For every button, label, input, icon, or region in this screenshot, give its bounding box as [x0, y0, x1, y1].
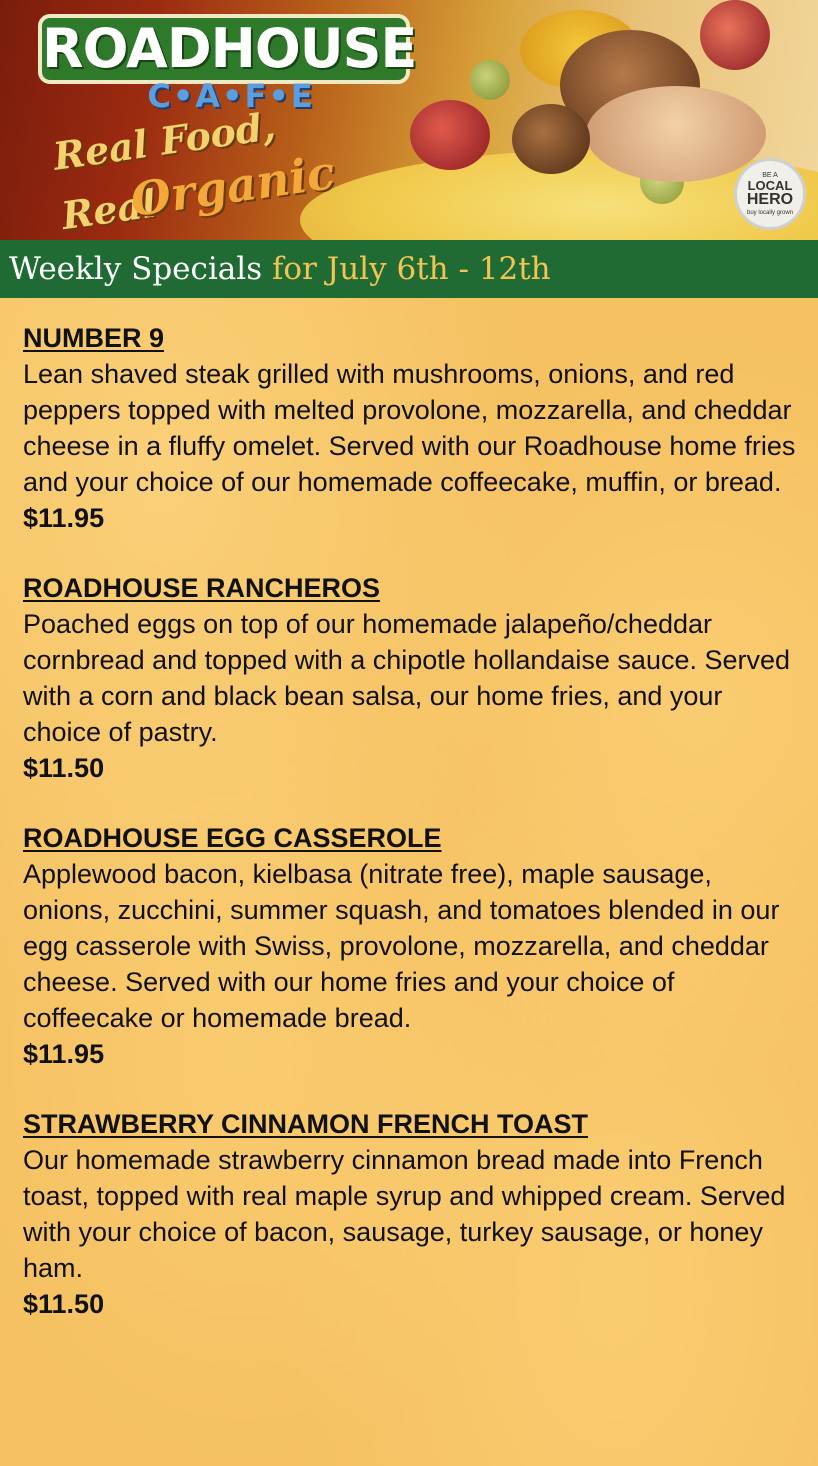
menu-item-title: STRAWBERRY CINNAMON FRENCH TOAST — [23, 1109, 589, 1139]
menu-item-price: $11.50 — [23, 753, 105, 783]
specials-list — [0, 298, 818, 1466]
menu-item — [23, 320, 818, 536]
menu-item-price: $11.95 — [23, 503, 105, 533]
weekly-specials-bar — [0, 240, 818, 298]
logo-cafe: C•A•F•E — [147, 77, 315, 115]
menu-item — [23, 570, 818, 786]
grape-image — [470, 60, 510, 100]
local-hero-badge — [734, 158, 806, 230]
menu-item — [23, 820, 818, 1072]
logo-tagline-line1: Real Food, Real — [50, 103, 278, 239]
menu-item-description: Lean shaved steak grilled with mushrooms, onions, and red peppers topped with melted provolone, mozzarella, and cheddar cheese in a fluffy omelet. Served with our Roadhouse home fries and your choice of our homemade coffeecake, muffin, or bread. — [23, 359, 796, 497]
logo-roadhouse: ROADHOUSE — [38, 14, 410, 84]
menu-item-title: ROADHOUSE EGG CASSEROLE — [23, 823, 442, 853]
menu-item-price: $11.95 — [23, 1039, 105, 1069]
menu-item-title: ROADHOUSE RANCHEROS — [23, 573, 381, 603]
mushroom-image — [512, 104, 590, 174]
header-banner — [0, 0, 818, 240]
fig-image — [700, 0, 770, 70]
fig-image — [410, 100, 490, 170]
menu-item-description: Poached eggs on top of our homemade jalapeño/cheddar cornbread and topped with a chipotle hollandaise sauce. Served with a corn and black bean salsa, our home fries, and your choice of pastry. — [23, 609, 791, 747]
badge-line4: buy locally grown — [746, 210, 794, 216]
weekly-specials-label: Weekly Specials — [9, 251, 263, 287]
mushroom-image — [586, 86, 766, 182]
weekly-specials-dates: for July 6th - 12th — [262, 251, 551, 287]
badge-line1: BE A — [762, 172, 778, 179]
menu-item-description: Our homemade strawberry cinnamon bread made into French toast, topped with real maple syrup and whipped cream. Served with your choice of bacon, sausage, turkey sausage, or honey ham. — [23, 1145, 786, 1283]
menu-item — [23, 1106, 818, 1322]
menu-item-title: NUMBER 9 — [23, 323, 165, 353]
menu-item-description: Applewood bacon, kielbasa (nitrate free), maple sausage, onions, zucchini, summer squash, and tomatoes blended in our egg casserole with Swiss, provolone, mozzarella, and cheddar cheese. Served with our home fries and your choice of coffeecake or homemade bread. — [23, 859, 780, 1033]
badge-line2: LOCAL — [747, 178, 793, 193]
logo-tagline-line2: Organic — [127, 145, 339, 228]
menu-item-price: $11.50 — [23, 1289, 105, 1319]
badge-line3: HERO — [746, 191, 794, 208]
